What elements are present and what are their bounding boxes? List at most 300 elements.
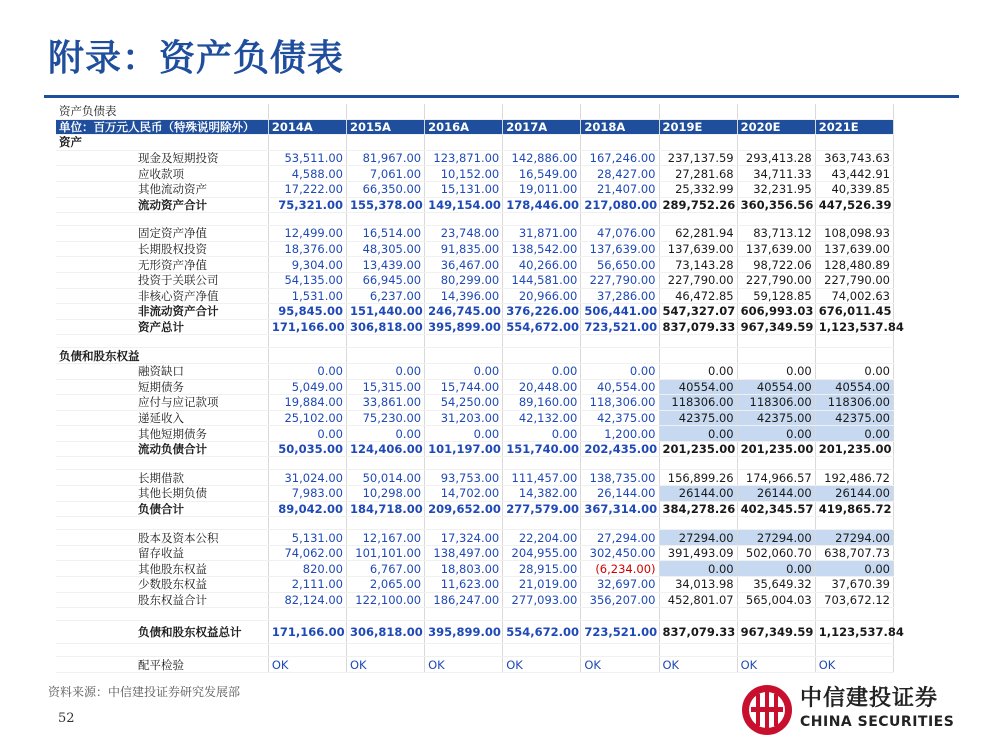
- cell-value: 277,579.00: [503, 501, 581, 517]
- table-caption: 资产负债表: [56, 104, 268, 119]
- cell-value: 10,298.00: [347, 486, 425, 502]
- blank-row: [56, 457, 894, 470]
- table-row: [56, 197, 894, 213]
- cell-value: 27294.00: [659, 530, 737, 546]
- cell-value: 277,093.00: [503, 592, 581, 608]
- cell-value: 138,735.00: [581, 470, 659, 486]
- cell-value: 22,204.00: [503, 530, 581, 546]
- cell-value: 50,014.00: [347, 470, 425, 486]
- cell-value: 201,235.00: [815, 441, 893, 457]
- cell-value: 171,166.00: [268, 621, 346, 644]
- cell-value: 171,166.00: [268, 319, 346, 335]
- table-row: [56, 348, 894, 364]
- cell-value: 820.00: [268, 561, 346, 577]
- table-row: [56, 272, 894, 288]
- row-label: 资产: [56, 135, 268, 151]
- cell-value: 5,131.00: [268, 530, 346, 546]
- cell-value: 56,650.00: [581, 257, 659, 273]
- cell-value: 0.00: [815, 363, 893, 379]
- cell-value: 15,744.00: [425, 379, 503, 395]
- cell-value: 0.00: [659, 363, 737, 379]
- page-number: 52: [58, 711, 75, 726]
- cell-value: 293,413.28: [737, 150, 815, 166]
- table-row: [56, 561, 894, 577]
- cell-value: 137,639.00: [659, 241, 737, 257]
- cell-value: 149,154.00: [425, 197, 503, 213]
- row-label: 应付与应记款项: [56, 395, 268, 411]
- cell-value: 6,237.00: [347, 288, 425, 304]
- cell-value: 123,871.00: [425, 150, 503, 166]
- row-label: 配平检验: [56, 657, 268, 673]
- cell-value: 36,467.00: [425, 257, 503, 273]
- cell-value: 142,886.00: [503, 150, 581, 166]
- row-label: 长期股权投资: [56, 241, 268, 257]
- cell-value: 43,442.91: [815, 166, 893, 182]
- cell-value: 74,062.00: [268, 545, 346, 561]
- cell-value: 42,375.00: [581, 410, 659, 426]
- cell-value: 967,349.59: [737, 319, 815, 335]
- title-divider: [44, 95, 959, 98]
- row-label: 短期债务: [56, 379, 268, 395]
- cell-value: OK: [815, 657, 893, 673]
- cell-value: 606,993.03: [737, 304, 815, 320]
- row-label: [56, 644, 268, 657]
- table-row: [56, 257, 894, 273]
- year-header: 2016A: [425, 119, 503, 135]
- cell-value: 2,111.00: [268, 577, 346, 593]
- cell-value: 98,722.06: [737, 257, 815, 273]
- cell-value: 47,076.00: [581, 226, 659, 242]
- china-securities-emblem-icon: [740, 683, 794, 737]
- cell-value: 31,871.00: [503, 226, 581, 242]
- table-header-row: [56, 119, 894, 135]
- table-row: [56, 577, 894, 593]
- cell-value: 419,865.72: [815, 501, 893, 517]
- year-header: 2020E: [737, 119, 815, 135]
- cell-value: 93,753.00: [425, 470, 503, 486]
- cell-value: 28,915.00: [503, 561, 581, 577]
- cell-value: 137,639.00: [815, 241, 893, 257]
- table-row: [56, 410, 894, 426]
- cell-value: 26,144.00: [581, 486, 659, 502]
- cell-value: 178,446.00: [503, 197, 581, 213]
- cell-value: 137,639.00: [737, 241, 815, 257]
- blank-row: [56, 213, 894, 226]
- cell-value: 0.00: [503, 426, 581, 442]
- cell-value: 384,278.26: [659, 501, 737, 517]
- cell-value: 360,356.56: [737, 197, 815, 213]
- cell-value: 27294.00: [815, 530, 893, 546]
- cell-value: 12,499.00: [268, 226, 346, 242]
- cell-value: 26144.00: [815, 486, 893, 502]
- cell-value: 101,101.00: [347, 545, 425, 561]
- table-row: [56, 379, 894, 395]
- row-label: [56, 213, 268, 226]
- cell-value: 0.00: [268, 426, 346, 442]
- table-caption-row: [56, 104, 894, 119]
- cell-value: 227,790.00: [659, 272, 737, 288]
- cell-value: 14,396.00: [425, 288, 503, 304]
- cell-value: 42375.00: [659, 410, 737, 426]
- table-row: [56, 304, 894, 320]
- row-label: 负债和股东权益: [56, 348, 268, 364]
- cell-value: 227,790.00: [737, 272, 815, 288]
- row-label: 留存收益: [56, 545, 268, 561]
- cell-value: 74,002.63: [815, 288, 893, 304]
- unit-label: 单位：百万元人民币（特殊说明除外）: [56, 119, 268, 135]
- table-row: [56, 319, 894, 335]
- cell-value: 32,697.00: [581, 577, 659, 593]
- cell-value: 356,207.00: [581, 592, 659, 608]
- cell-value: 5,049.00: [268, 379, 346, 395]
- cell-value: 75,230.00: [347, 410, 425, 426]
- table-row: [56, 545, 894, 561]
- cell-value: 395,899.00: [425, 319, 503, 335]
- cell-value: 0.00: [737, 363, 815, 379]
- row-label: [56, 335, 268, 348]
- cell-value: 40554.00: [659, 379, 737, 395]
- cell-value: 111,457.00: [503, 470, 581, 486]
- table-row: [56, 395, 894, 411]
- cell-value: 1,200.00: [581, 426, 659, 442]
- row-label: 应收款项: [56, 166, 268, 182]
- cell-value: 723,521.00: [581, 621, 659, 644]
- cell-value: 17,324.00: [425, 530, 503, 546]
- cell-value: 108,098.93: [815, 226, 893, 242]
- row-label: [56, 608, 268, 621]
- row-label: 现金及短期投资: [56, 150, 268, 166]
- cell-value: 6,767.00: [347, 561, 425, 577]
- cell-value: 151,440.00: [347, 304, 425, 320]
- cell-value: 306,818.00: [347, 319, 425, 335]
- cell-value: 0.00: [425, 363, 503, 379]
- cell-value: 217,080.00: [581, 197, 659, 213]
- cell-value: 13,439.00: [347, 257, 425, 273]
- table-row: [56, 241, 894, 257]
- source-note: 资料来源：中信建投证券研究发展部: [48, 685, 241, 699]
- cell-value: 0.00: [659, 426, 737, 442]
- cell-value: 186,247.00: [425, 592, 503, 608]
- cell-value: 237,137.59: [659, 150, 737, 166]
- cell-value: 0.00: [737, 561, 815, 577]
- cell-value: 75,321.00: [268, 197, 346, 213]
- cell-value: 40554.00: [815, 379, 893, 395]
- cell-value: (6,234.00): [581, 561, 659, 577]
- cell-value: 25,102.00: [268, 410, 346, 426]
- table-row: [56, 288, 894, 304]
- cell-value: 42375.00: [737, 410, 815, 426]
- table-row: [56, 181, 894, 197]
- cell-value: 23,748.00: [425, 226, 503, 242]
- cell-value: 554,672.00: [503, 319, 581, 335]
- cell-value: 19,884.00: [268, 395, 346, 411]
- cell-value: 27294.00: [737, 530, 815, 546]
- cell-value: OK: [425, 657, 503, 673]
- cell-value: 209,652.00: [425, 501, 503, 517]
- cell-value: 676,011.45: [815, 304, 893, 320]
- cell-value: 46,472.85: [659, 288, 737, 304]
- logo-chinese-name: 中信建投证券: [800, 686, 939, 711]
- cell-value: 17,222.00: [268, 181, 346, 197]
- cell-value: 16,514.00: [347, 226, 425, 242]
- cell-value: 122,100.00: [347, 592, 425, 608]
- cell-value: 204,955.00: [503, 545, 581, 561]
- cell-value: 10,152.00: [425, 166, 503, 182]
- year-header: 2021E: [815, 119, 893, 135]
- china-securities-logo: [738, 679, 968, 741]
- cell-value: 118306.00: [815, 395, 893, 411]
- cell-value: 1,123,537.84: [815, 621, 893, 644]
- blank-row: [56, 608, 894, 621]
- table-row: [56, 486, 894, 502]
- cell-value: OK: [659, 657, 737, 673]
- table-row: [56, 657, 894, 673]
- cell-value: 202,435.00: [581, 441, 659, 457]
- cell-value: 54,250.00: [425, 395, 503, 411]
- cell-value: 31,024.00: [268, 470, 346, 486]
- cell-value: 118306.00: [737, 395, 815, 411]
- row-label: 流动资产合计: [56, 197, 268, 213]
- cell-value: OK: [347, 657, 425, 673]
- cell-value: 31,203.00: [425, 410, 503, 426]
- cell-value: 0.00: [425, 426, 503, 442]
- cell-value: 40554.00: [737, 379, 815, 395]
- cell-value: 402,345.57: [737, 501, 815, 517]
- cell-value: 837,079.33: [659, 621, 737, 644]
- cell-value: 184,718.00: [347, 501, 425, 517]
- cell-value: OK: [737, 657, 815, 673]
- row-label: 长期借款: [56, 470, 268, 486]
- row-label: 融资缺口: [56, 363, 268, 379]
- table-row: [56, 166, 894, 182]
- cell-value: 156,899.26: [659, 470, 737, 486]
- cell-value: 7,983.00: [268, 486, 346, 502]
- cell-value: 83,713.12: [737, 226, 815, 242]
- logo-english-name: CHINA SECURITIES: [800, 714, 955, 730]
- cell-value: 42375.00: [815, 410, 893, 426]
- cell-value: 101,197.00: [425, 441, 503, 457]
- cell-value: 26144.00: [659, 486, 737, 502]
- cell-value: 82,124.00: [268, 592, 346, 608]
- cell-value: 0.00: [347, 426, 425, 442]
- cell-value: 80,299.00: [425, 272, 503, 288]
- year-header: 2018A: [581, 119, 659, 135]
- cell-value: 73,143.28: [659, 257, 737, 273]
- table-row: [56, 426, 894, 442]
- row-label: 非流动资产合计: [56, 304, 268, 320]
- cell-value: 27,281.68: [659, 166, 737, 182]
- cell-value: 151,740.00: [503, 441, 581, 457]
- cell-value: 4,588.00: [268, 166, 346, 182]
- row-label: 股本及资本公积: [56, 530, 268, 546]
- cell-value: 2,065.00: [347, 577, 425, 593]
- row-label: [56, 457, 268, 470]
- cell-value: 34,013.98: [659, 577, 737, 593]
- row-label: 投资于关联公司: [56, 272, 268, 288]
- cell-value: 18,803.00: [425, 561, 503, 577]
- cell-value: 25,332.99: [659, 181, 737, 197]
- table-row: [56, 363, 894, 379]
- cell-value: 367,314.00: [581, 501, 659, 517]
- cell-value: 1,123,537.84: [815, 319, 893, 335]
- cell-value: 18,376.00: [268, 241, 346, 257]
- cell-value: 246,745.00: [425, 304, 503, 320]
- blank-row: [56, 644, 894, 657]
- cell-value: 0.00: [659, 561, 737, 577]
- cell-value: 28,427.00: [581, 166, 659, 182]
- cell-value: 15,131.00: [425, 181, 503, 197]
- table-row: [56, 441, 894, 457]
- cell-value: 703,672.12: [815, 592, 893, 608]
- cell-value: 138,497.00: [425, 545, 503, 561]
- cell-value: 81,967.00: [347, 150, 425, 166]
- row-label: 资产总计: [56, 319, 268, 335]
- cell-value: 723,521.00: [581, 319, 659, 335]
- cell-value: 89,160.00: [503, 395, 581, 411]
- cell-value: 376,226.00: [503, 304, 581, 320]
- cell-value: 155,378.00: [347, 197, 425, 213]
- table-row: [56, 501, 894, 517]
- cell-value: OK: [268, 657, 346, 673]
- table-row: [56, 470, 894, 486]
- row-label: [56, 517, 268, 530]
- cell-value: 59,128.85: [737, 288, 815, 304]
- cell-value: 306,818.00: [347, 621, 425, 644]
- cell-value: 118306.00: [659, 395, 737, 411]
- cell-value: 53,511.00: [268, 150, 346, 166]
- cell-value: 201,235.00: [659, 441, 737, 457]
- cell-value: 32,231.95: [737, 181, 815, 197]
- row-label: 流动负债合计: [56, 441, 268, 457]
- cell-value: 21,019.00: [503, 577, 581, 593]
- cell-value: 33,861.00: [347, 395, 425, 411]
- cell-value: 0.00: [268, 363, 346, 379]
- cell-value: 14,382.00: [503, 486, 581, 502]
- cell-value: 48,305.00: [347, 241, 425, 257]
- cell-value: 192,486.72: [815, 470, 893, 486]
- row-label: 负债和股东权益总计: [56, 621, 268, 644]
- cell-value: 0.00: [581, 363, 659, 379]
- row-label: 递延收入: [56, 410, 268, 426]
- table-row: [56, 621, 894, 644]
- cell-value: 54,135.00: [268, 272, 346, 288]
- row-label: 其他长期负债: [56, 486, 268, 502]
- cell-value: 50,035.00: [268, 441, 346, 457]
- row-label: 其他短期债务: [56, 426, 268, 442]
- cell-value: 452,801.07: [659, 592, 737, 608]
- cell-value: 66,945.00: [347, 272, 425, 288]
- cell-value: 128,480.89: [815, 257, 893, 273]
- cell-value: 27,294.00: [581, 530, 659, 546]
- cell-value: 837,079.33: [659, 319, 737, 335]
- cell-value: 40,339.85: [815, 181, 893, 197]
- cell-value: 506,441.00: [581, 304, 659, 320]
- cell-value: 66,350.00: [347, 181, 425, 197]
- cell-value: 0.00: [503, 363, 581, 379]
- year-header: 2017A: [503, 119, 581, 135]
- balance-sheet-table: [56, 104, 904, 673]
- cell-value: 395,899.00: [425, 621, 503, 644]
- cell-value: 62,281.94: [659, 226, 737, 242]
- cell-value: 289,752.26: [659, 197, 737, 213]
- row-label: 其他股东权益: [56, 561, 268, 577]
- year-header: 2014A: [268, 119, 346, 135]
- page-title: 附录：资产负债表: [48, 38, 345, 79]
- cell-value: 302,450.00: [581, 545, 659, 561]
- cell-value: 502,060.70: [737, 545, 815, 561]
- cell-value: 9,304.00: [268, 257, 346, 273]
- row-label: 其他流动资产: [56, 181, 268, 197]
- cell-value: 554,672.00: [503, 621, 581, 644]
- cell-value: 42,132.00: [503, 410, 581, 426]
- row-label: 负债合计: [56, 501, 268, 517]
- table-row: [56, 150, 894, 166]
- cell-value: 11,623.00: [425, 577, 503, 593]
- cell-value: 16,549.00: [503, 166, 581, 182]
- cell-value: 95,845.00: [268, 304, 346, 320]
- cell-value: 0.00: [815, 561, 893, 577]
- cell-value: 0.00: [815, 426, 893, 442]
- balance-sheet-grid: [56, 104, 904, 673]
- cell-value: 167,246.00: [581, 150, 659, 166]
- cell-value: 91,835.00: [425, 241, 503, 257]
- row-label: 固定资产净值: [56, 226, 268, 242]
- cell-value: 638,707.73: [815, 545, 893, 561]
- blank-row: [56, 517, 894, 530]
- cell-value: 34,711.33: [737, 166, 815, 182]
- cell-value: 20,448.00: [503, 379, 581, 395]
- cell-value: OK: [581, 657, 659, 673]
- cell-value: 363,743.63: [815, 150, 893, 166]
- cell-value: 124,406.00: [347, 441, 425, 457]
- cell-value: 19,011.00: [503, 181, 581, 197]
- cell-value: 227,790.00: [581, 272, 659, 288]
- blank-row: [56, 335, 894, 348]
- cell-value: 7,061.00: [347, 166, 425, 182]
- row-label: 无形资产净值: [56, 257, 268, 273]
- cell-value: 20,966.00: [503, 288, 581, 304]
- cell-value: 174,966.57: [737, 470, 815, 486]
- cell-value: 391,493.09: [659, 545, 737, 561]
- table-row: [56, 592, 894, 608]
- cell-value: 37,670.39: [815, 577, 893, 593]
- row-label: 少数股东权益: [56, 577, 268, 593]
- cell-value: 14,702.00: [425, 486, 503, 502]
- cell-value: OK: [503, 657, 581, 673]
- cell-value: 0.00: [737, 426, 815, 442]
- cell-value: 144,581.00: [503, 272, 581, 288]
- cell-value: 21,407.00: [581, 181, 659, 197]
- table-row: [56, 135, 894, 151]
- cell-value: 40,554.00: [581, 379, 659, 395]
- cell-value: 967,349.59: [737, 621, 815, 644]
- cell-value: 26144.00: [737, 486, 815, 502]
- year-header: 2019E: [659, 119, 737, 135]
- cell-value: 37,286.00: [581, 288, 659, 304]
- cell-value: 15,315.00: [347, 379, 425, 395]
- cell-value: 35,649.32: [737, 577, 815, 593]
- table-row: [56, 226, 894, 242]
- cell-value: 565,004.03: [737, 592, 815, 608]
- cell-value: 12,167.00: [347, 530, 425, 546]
- cell-value: 0.00: [347, 363, 425, 379]
- cell-value: 138,542.00: [503, 241, 581, 257]
- year-header: 2015A: [347, 119, 425, 135]
- cell-value: 447,526.39: [815, 197, 893, 213]
- cell-value: 40,266.00: [503, 257, 581, 273]
- cell-value: 118,306.00: [581, 395, 659, 411]
- row-label: 股东权益合计: [56, 592, 268, 608]
